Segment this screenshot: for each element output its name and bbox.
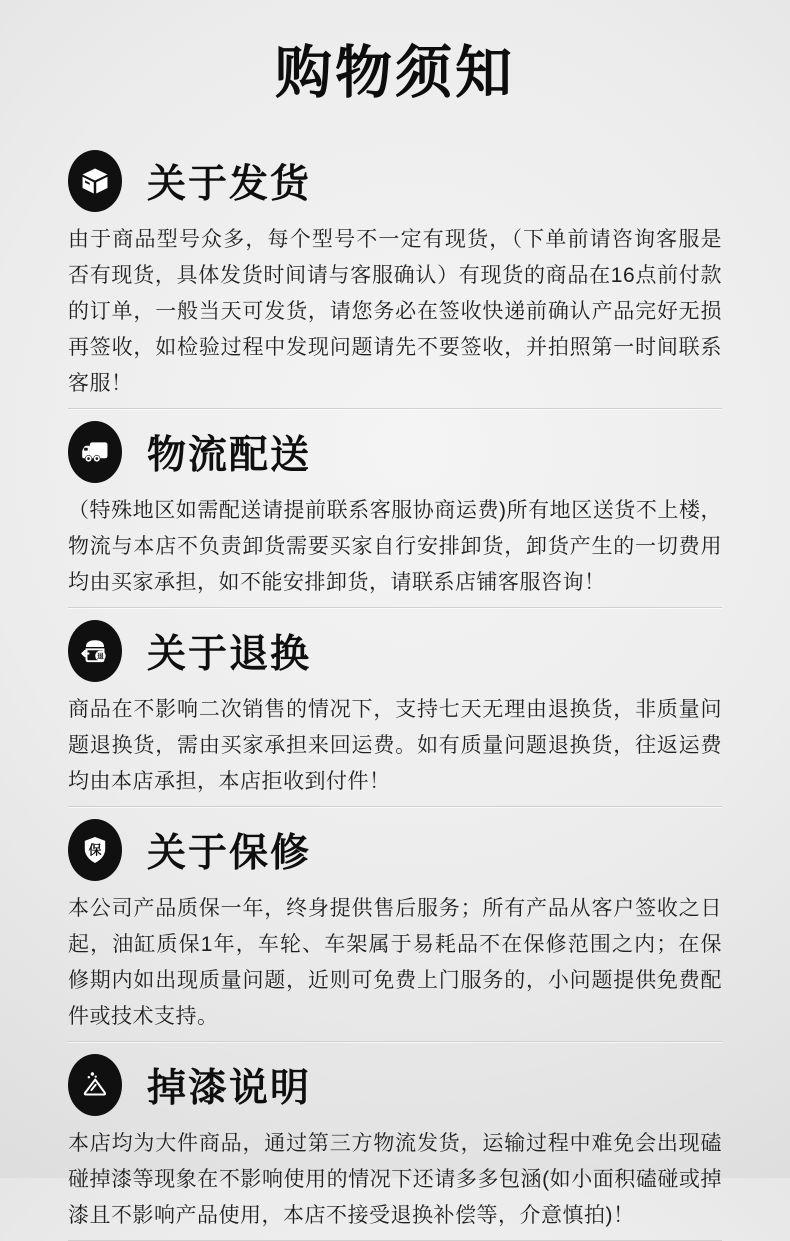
section-warranty — [68, 819, 722, 1042]
section-header — [68, 150, 722, 212]
section-body: 商品在不影响二次销售的情况下，支持七天无理由退换货，非质量问题退换货，需由买家承担来回运费。如有质量问题退换货，往返运费均由本店承担，本店拒收到付件！ — [68, 698, 722, 793]
section-heading: 关于发货 — [147, 163, 312, 206]
section-body: （特殊地区如需配送请提前联系客服协商运费)所有地区送货不上楼，物流与本店不负责卸货需要买家自行安排卸货，卸货产生的一切费用均由买家承担，如不能安排卸货，请联系店铺客服咨询！ — [68, 499, 722, 594]
section-header — [68, 620, 722, 682]
section-heading: 物流配送 — [147, 434, 312, 477]
section-shipping — [68, 150, 722, 409]
shield-warranty-icon — [68, 819, 122, 881]
section-body: 本公司产品质保一年，终身提供售后服务；所有产品从客户签收之日起，油缸质保1年，车轮、车架属于易耗品不在保修范围之内；在保修期内如出现质量问题，近则可免费上门服务的，小问题提供免费配件或技术支持。 — [68, 897, 722, 1028]
section-heading: 掉漆说明 — [147, 1067, 312, 1110]
section-heading: 关于退换 — [147, 633, 312, 676]
divider — [68, 806, 722, 807]
section-header — [68, 421, 722, 483]
section-heading: 关于保修 — [147, 832, 312, 875]
section-paint-chipping — [68, 1054, 722, 1241]
svg-text:保: 保 — [88, 842, 102, 858]
section-body: 由于商品型号众多，每个型号不一定有现货，（下单前请咨询客服是否有现货，具体发货时间请与客服确认）有现货的商品在16点前付款的订单，一般当天可发货，请您务必在签收快递前确认产品完好无损再签收，如检验过程中发现问题请先不要签收，并拍照第一时间联系客服！ — [68, 228, 722, 395]
section-header — [68, 1054, 722, 1116]
truck-icon — [68, 421, 122, 483]
divider — [68, 1041, 722, 1042]
return-box-icon — [68, 620, 122, 682]
package-icon — [68, 150, 122, 212]
section-header — [68, 819, 722, 881]
page-title: 购物须知 — [275, 41, 515, 105]
svg-text:退: 退 — [97, 653, 104, 661]
section-logistics — [68, 421, 722, 608]
section-body: 本店均为大件商品，通过第三方物流发货，运输过程中难免会出现磕碰掉漆等现象在不影响使用的情况下还请多多包涵(如小面积磕碰或掉漆且不影响产品使用，本店不接受退换补偿等，介意慎拍)！ — [68, 1132, 722, 1227]
divider — [68, 408, 722, 409]
section-returns — [68, 620, 722, 807]
divider — [68, 607, 722, 608]
paint-spill-icon — [68, 1054, 122, 1116]
